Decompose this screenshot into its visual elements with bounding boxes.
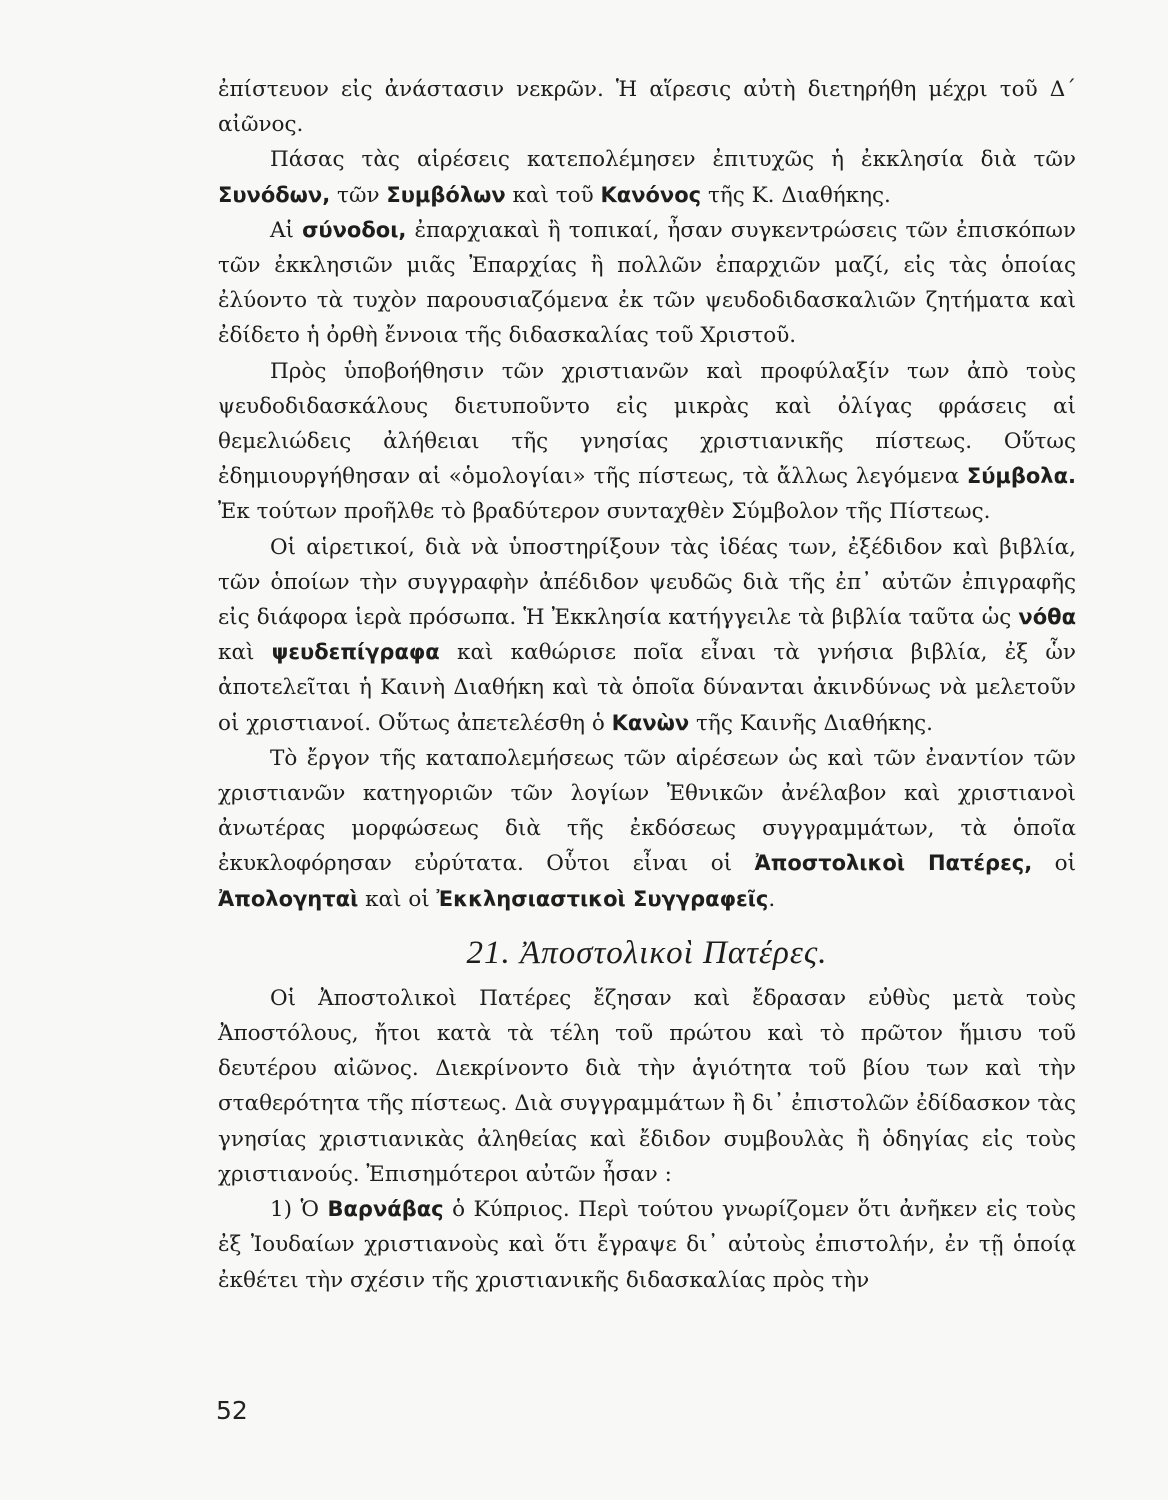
bold-term: νόθα: [1018, 605, 1076, 630]
text-run: καὶ καθώρισε ποῖα εἶναι τὰ γνήσια βιβλία, ἐξ ὧν ἀποτελεῖται ἡ Καινὴ Διαθήκη καὶ τὰ ὁποῖα δύνανται ἀκινδύνως νὰ μελετοῦν οἱ χριστιανοί. Οὕτως ἀπετελέσθη ὁ: [218, 640, 1076, 736]
paragraph: [218, 354, 1076, 530]
text-run: 1) Ὁ: [270, 1197, 328, 1223]
bold-term: Κανόνος: [600, 182, 702, 207]
text-run: Πρὸς ὑποβοήθησιν τῶν χριστιανῶν καὶ προφύλαξίν των ἀπὸ τοὺς ψευδοδιδασκάλους διετυποῦντο εἰς μικρὰς καὶ ὀλίγας φράσεις αἱ θεμελιώδεις ἀλήθειαι τῆς γνησίας χριστιανικῆς πίστεως. Οὕτως ἐδημιουργήθησαν αἱ «ὁμολογίαι» τῆς πίστεως, τὰ ἄλλως λεγόμενα: [218, 358, 1076, 490]
paragraph: [218, 213, 1076, 354]
text-block-before: [218, 72, 1076, 917]
text-run: τῆς Κ. Διαθήκης.: [701, 182, 891, 208]
paragraph: [218, 72, 1076, 142]
text-run: Οἱ Ἀποστολικοὶ Πατέρες ἔζησαν καὶ ἔδρασαν εὐθὺς μετὰ τοὺς Ἀποστόλους, ἤτοι κατὰ τὰ τέλη τοῦ πρώτου καὶ τὸ πρῶτον ἥμισυ τοῦ δευτέρου αἰῶνος. Διεκρίνοντο διὰ τὴν ἁγιότητα τοῦ βίου των καὶ τὴν σταθερότητα τῆς πίστεως. Διὰ συγγραμμάτων ἢ δι᾿ ἐπιστολῶν ἐδίδασκον τὰς γνησίας χριστιανικὰς ἀληθείας καὶ ἔδιδον συμβουλὰς ἢ ὁδηγίας εἰς τοὺς χριστιανούς. Ἐπισημότεροι αὐτῶν ἦσαν :: [218, 985, 1076, 1187]
bold-term: Ἀπολογηταὶ: [218, 886, 359, 911]
paragraph: [218, 530, 1076, 741]
text-run: Αἱ: [270, 217, 303, 243]
text-run: οἱ: [1032, 851, 1077, 877]
text-run: .: [768, 886, 776, 912]
text-run: Οἱ αἱρετικοί, διὰ νὰ ὑποστηρίξουν τὰς ἰδέας των, ἐξέδιδον καὶ βιβλία, τῶν ὁποίων τὴν συγγραφὴν ἀπέδιδον ψευδῶς διὰ τῆς ἐπ᾿ αὐτῶν ἐπιγραφῆς εἰς διάφορα ἱερὰ πρόσωπα. Ἡ Ἐκκλησία κατήγγειλε τὰ βιβλία ταῦτα ὡς: [218, 534, 1076, 631]
bold-term: Ἀποστολικοὶ Πατέρες,: [754, 851, 1033, 876]
page-number: 52: [216, 1396, 248, 1425]
text-run: Ἐκ τούτων προῆλθε τὸ βραδύτερον συνταχθὲν Σύμβολον τῆς Πίστεως.: [218, 499, 991, 525]
text-run: καὶ οἱ: [358, 886, 437, 912]
bold-term: Συνόδων,: [218, 182, 331, 207]
bold-term: Συμβόλων: [386, 182, 506, 207]
text-run: τῶν: [330, 182, 387, 208]
text-run: Πάσας τὰς αἱρέσεις κατεπολέμησεν ἐπιτυχῶς ἡ ἐκκλησία διὰ τῶν: [270, 147, 1076, 173]
text-run: ἐπαρχιακαὶ ἢ τοπικαί, ἦσαν συγκεντρώσεις τῶν ἐπισκόπων τῶν ἐκκλησιῶν μιᾶς Ἐπαρχίας ἢ πολλῶν ἐπαρχιῶν μαζί, εἰς τὰς ὁποίας ἐλύοντο τὰ τυχὸν παρουσιαζόμενα ἐκ τῶν ψευδοδιδασκαλιῶν ζητήματα καὶ ἐδίδετο ἡ ὀρθὴ ἔννοια τῆς διδασκαλίας τοῦ Χριστοῦ.: [218, 217, 1076, 349]
bold-term: Βαρνάβας: [327, 1197, 444, 1222]
bold-term: Κανὼν: [611, 710, 690, 735]
page-body: [218, 72, 1076, 1298]
paragraph: [218, 1192, 1076, 1298]
bold-term: Ἐκκλησιαστικοὶ Συγγραφεῖς: [436, 886, 769, 911]
bold-term: Σύμβολα.: [966, 464, 1076, 489]
text-run: καὶ: [218, 640, 272, 666]
paragraph: [218, 741, 1076, 917]
paragraph: [218, 981, 1076, 1192]
bold-term: ψευδεπίγραφα: [271, 640, 440, 665]
text-run: τῆς Καινῆς Διαθήκης.: [689, 710, 934, 736]
section-title: 21. Ἀποστολικοὶ Πατέρες.: [466, 934, 828, 971]
text-run: ἐπίστευον εἰς ἀνάστασιν νεκρῶν. Ἡ αἵρεσις αὐτὴ διετηρήθη μέχρι τοῦ Δ΄ αἰῶνος.: [218, 77, 1076, 138]
text-run: Τὸ ἔργον τῆς καταπολεμήσεως τῶν αἱρέσεων ὡς καὶ τῶν ἐναντίον τῶν χριστιανῶν κατηγοριῶν τῶν λογίων Ἐθνικῶν ἀνέλαβον καὶ χριστιανοὶ ἀνωτέρας μορφώσεως διὰ τῆς ἐκδόσεως συγγραμμάτων, τὰ ὁποῖα ἐκυκλοφόρησαν εὐρύτατα. Οὗτοι εἶναι οἱ: [218, 745, 1076, 877]
paragraph: [218, 142, 1076, 212]
bold-term: σύνοδοι,: [302, 217, 407, 242]
text-run: καὶ τοῦ: [505, 182, 601, 208]
text-run: ὁ Κύπριος. Περὶ τούτου γνωρίζομεν ὅτι ἀνῆκεν εἰς τοὺς ἐξ Ἰουδαίων χριστιανοὺς καὶ ὅτι ἔγραψε δι᾿ αὐτοὺς ἐπιστολήν, ἐν τῇ ὁποίᾳ ἐκθέτει τὴν σχέσιν τῆς χριστιανικῆς διδασκαλίας πρὸς τὴν: [218, 1197, 1076, 1293]
text-block-after: [218, 981, 1076, 1298]
